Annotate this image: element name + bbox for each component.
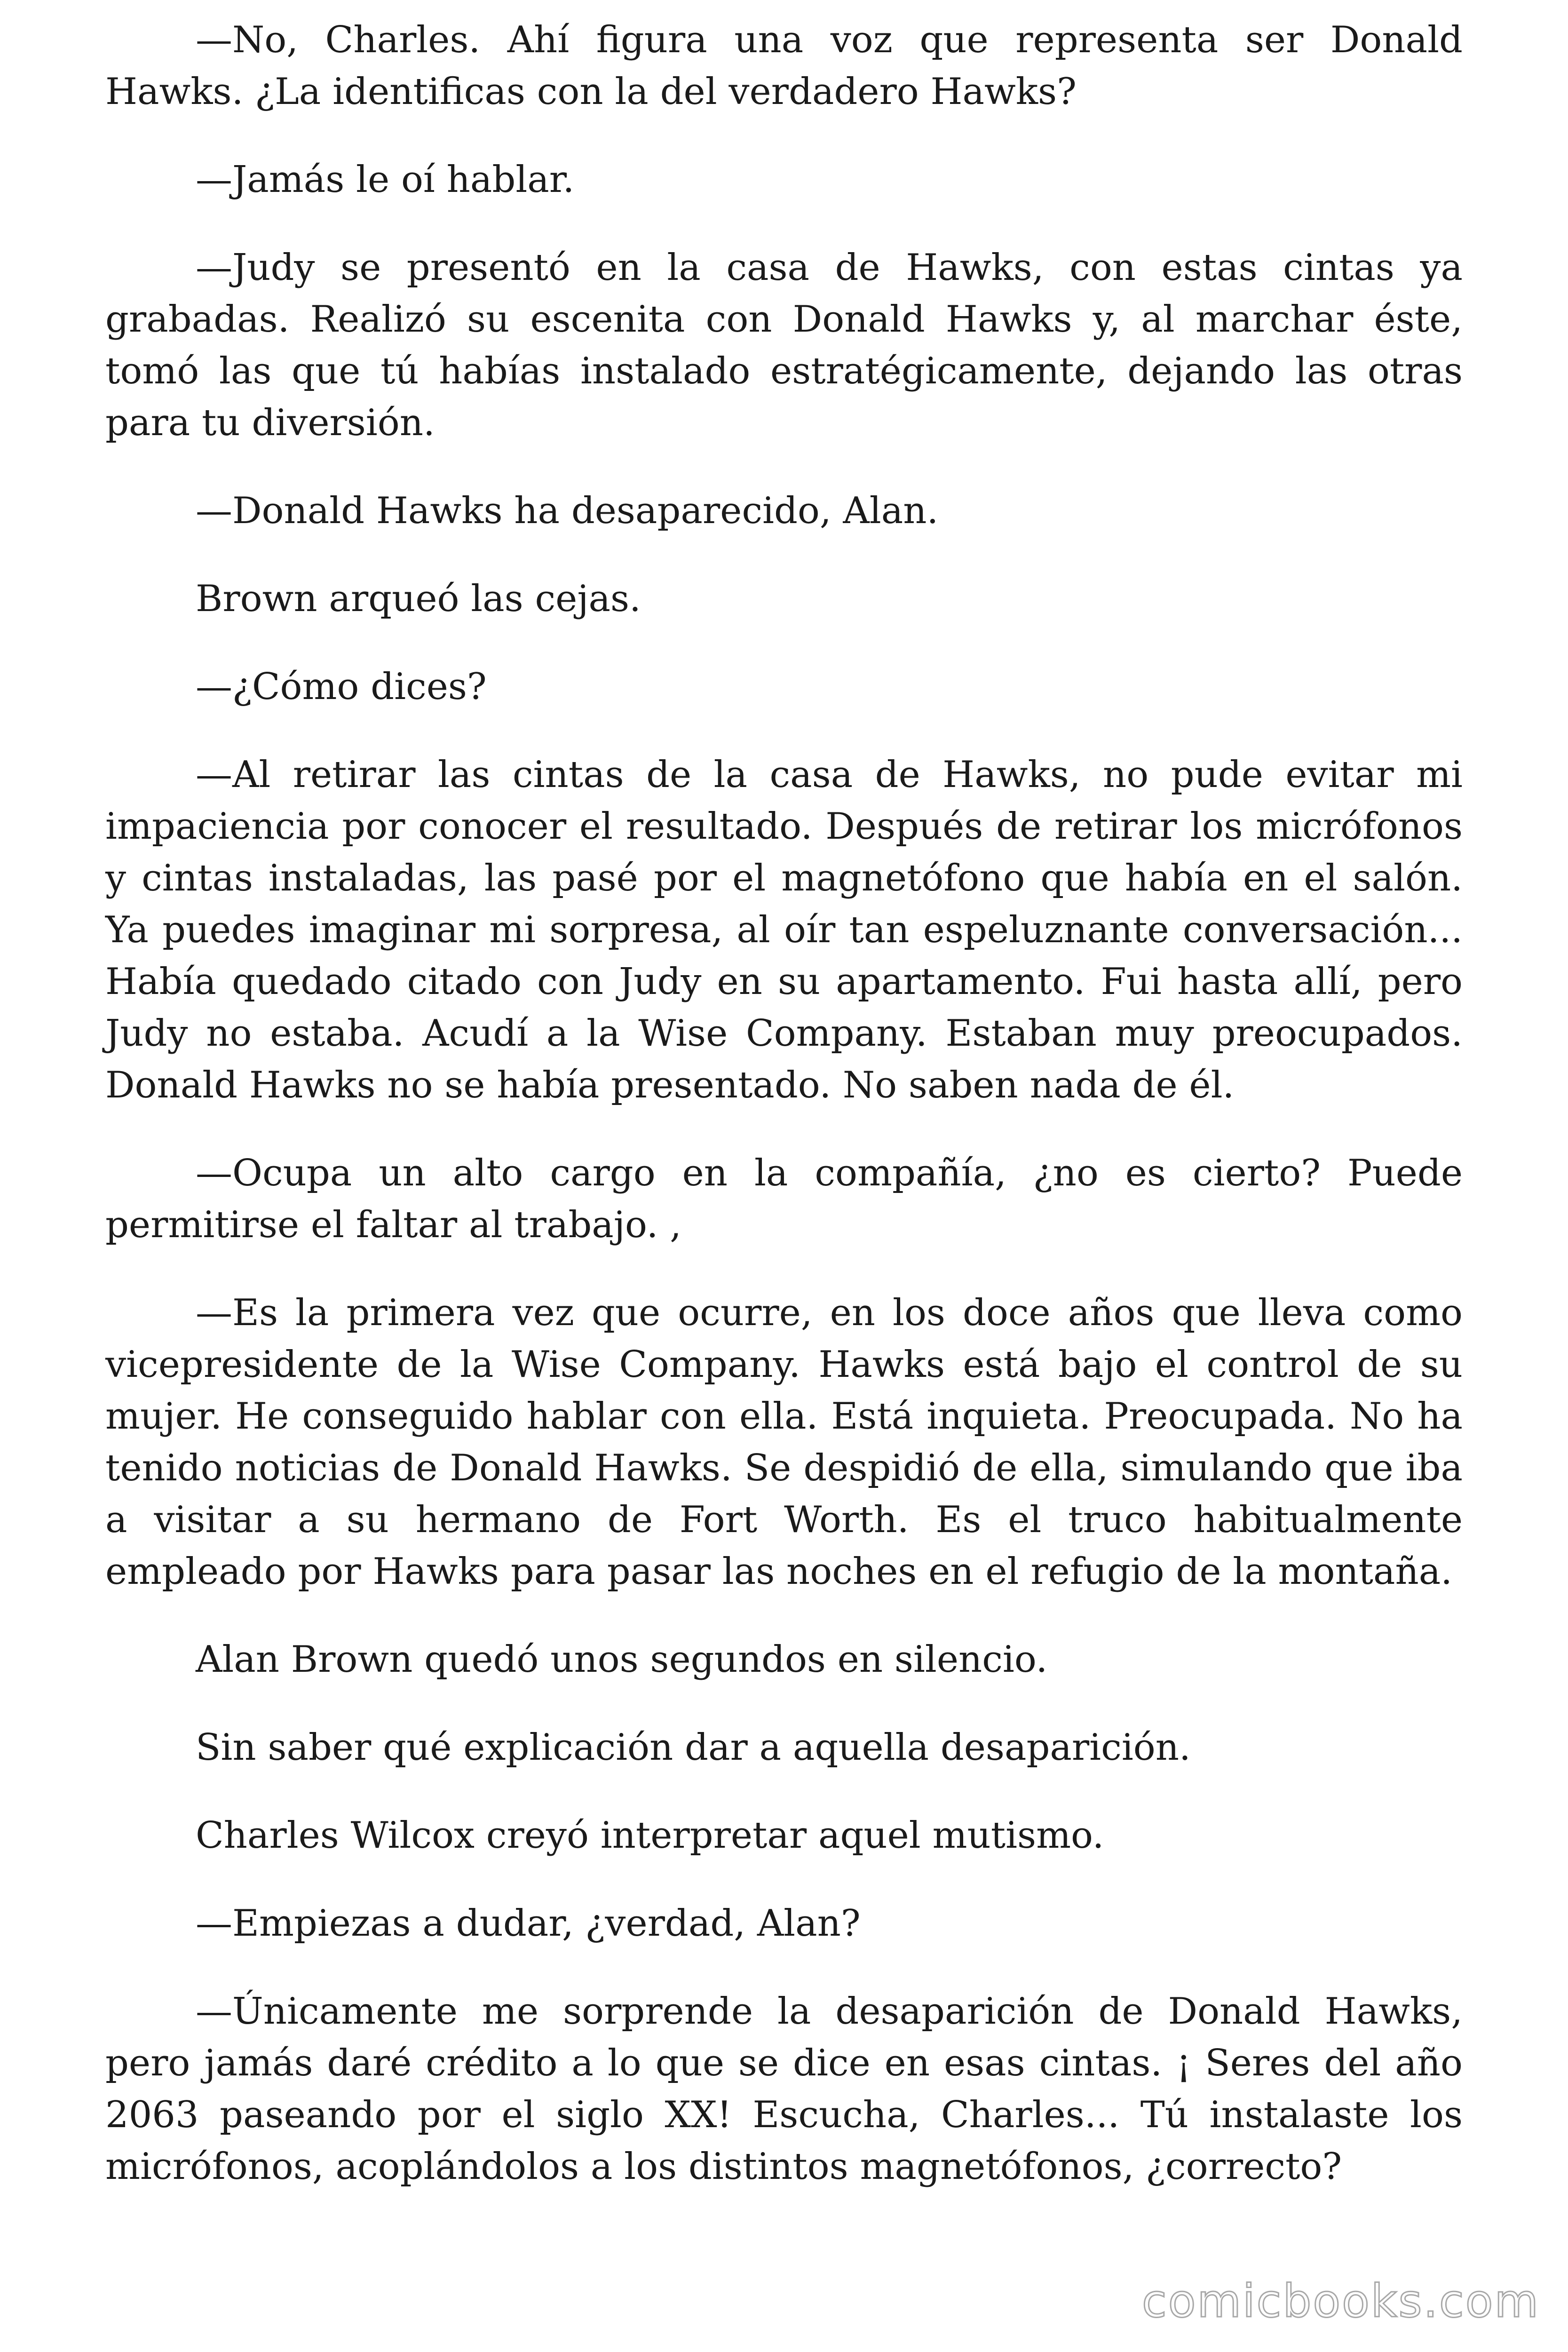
page-text: [105, 14, 1463, 2193]
paragraph: —No, Charles. Ahí figura una voz que representa ser Donald Hawks. ¿La identificas con la del verdadero Hawks?: [105, 19, 1463, 113]
paragraph: —Judy se presentó en la casa de Hawks, con estas cintas ya grabadas. Realizó su escenita con Donald Hawks y, al marchar éste, tomó las que tú habías instalado estratégicamente, dejando las otras para tu diversión.: [105, 246, 1463, 444]
paragraph: —Únicamente me sorprende la desaparición de Donald Hawks, pero jamás daré crédito a lo que se dice en esas cintas. ¡ Seres del año 2063 paseando por el siglo XX! Escucha, Charles... Tú instalaste los micrófonos, acoplándolos a los distintos magnetófonos, ¿correcto?: [105, 1990, 1463, 2188]
paragraph: —Empiezas a dudar, ¿verdad, Alan?: [196, 1902, 861, 1945]
paragraph: Alan Brown quedó unos segundos en silencio.: [196, 1638, 1048, 1681]
paragraph: —Al retirar las cintas de la casa de Hawks, no pude evitar mi impaciencia por conocer el resultado. Después de retirar los micrófonos y cintas instaladas, las pasé por el magnetófono que había en el salón. Ya puedes imaginar mi sorpresa, al oír tan espeluznante conversación... Había quedado citado con Judy en su apartamento. Fui hasta allí, pero Judy no estaba. Acudí a la Wise Company. Estaban muy preocupados. Donald Hawks no se había presentado. No saben nada de él.: [105, 754, 1463, 1106]
paragraph: Brown arqueó las cejas.: [196, 578, 641, 620]
watermark: comicbooks.com: [1141, 2275, 1540, 2328]
paragraph: Charles Wilcox creyó interpretar aquel mutismo.: [196, 1814, 1104, 1857]
paragraph: —Jamás le oí hablar.: [196, 159, 575, 201]
paragraph: —Ocupa un alto cargo en la compañía, ¿no es cierto? Puede permitirse el faltar al trabajo. ,: [105, 1152, 1463, 1246]
paragraph: Sin saber qué explicación dar a aquella desaparición.: [196, 1726, 1191, 1769]
paragraph: —¿Cómo dices?: [196, 666, 487, 708]
paragraph: —Donald Hawks ha desaparecido, Alan.: [196, 490, 939, 532]
paragraph: —Es la primera vez que ocurre, en los doce años que lleva como vicepresidente de la Wise Company. Hawks está bajo el control de su mujer. He conseguido hablar con ella. Está inquieta. Preocupada. No ha tenido noticias de Donald Hawks. Se despidió de ella, simulando que iba a visitar a su hermano de Fort Worth. Es el truco habitualmente empleado por Hawks para pasar las noches en el refugio de la montaña.: [105, 1292, 1463, 1593]
